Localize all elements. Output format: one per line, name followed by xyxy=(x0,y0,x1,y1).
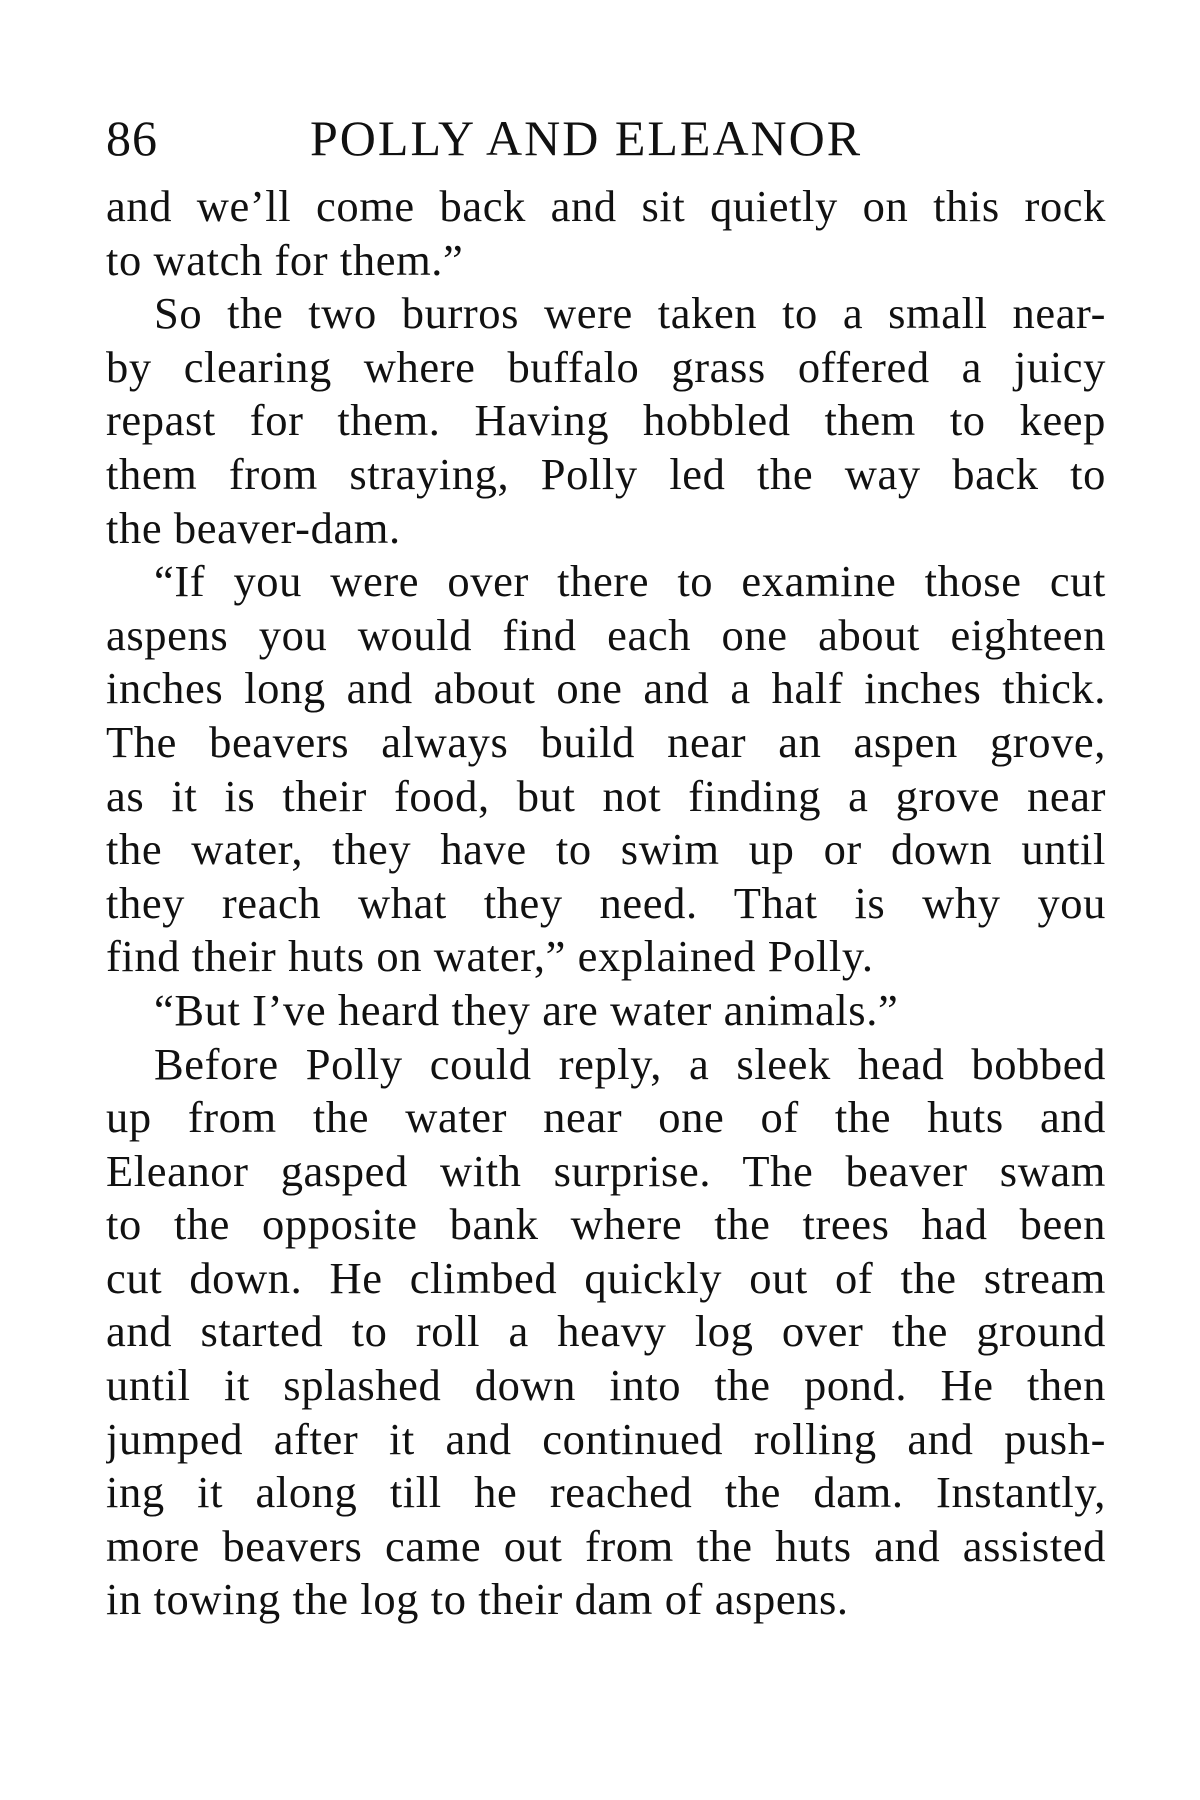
text-line: Eleanor gasped with surprise. The beaver swam xyxy=(106,1145,1106,1196)
text-line: up from the water near one of the huts and xyxy=(106,1092,1106,1143)
text-line: Before Polly could reply, a sleek head bobbed xyxy=(154,1038,1106,1089)
text-line: “If you were over there to examine those cut xyxy=(154,556,1106,607)
text-line: inches long and about one and a half inches thick. xyxy=(106,663,1106,714)
text-line: repast for them. Having hobbled them to keep xyxy=(106,395,1106,446)
body-text xyxy=(106,180,1106,1627)
text-line: and started to roll a heavy log over the ground xyxy=(106,1306,1106,1357)
text-line: in towing the log to their dam of aspens. xyxy=(106,1574,849,1625)
text-line: ing it along till he reached the dam. Instantly, xyxy=(106,1467,1106,1518)
page-number: 86 xyxy=(106,110,158,166)
text-line: the water, they have to swim up or down until xyxy=(106,824,1106,875)
book-title: POLLY AND ELEANOR xyxy=(310,110,863,166)
running-head xyxy=(106,100,1106,176)
text-line: they reach what they need. That is why you xyxy=(106,877,1106,928)
text-line: and we’ll come back and sit quietly on this rock xyxy=(106,181,1106,231)
text-line: cut down. He climbed quickly out of the stream xyxy=(106,1252,1106,1303)
text-line: them from straying, Polly led the way back to xyxy=(106,448,1106,499)
text-line: “But I’ve heard they are water animals.” xyxy=(154,984,899,1035)
text-line: jumped after it and continued rolling and push- xyxy=(106,1413,1106,1464)
text-line: to the opposite bank where the trees had been xyxy=(106,1199,1106,1250)
text-line: as it is their food, but not finding a grove near xyxy=(106,770,1106,821)
text-line: to watch for them.” xyxy=(106,234,464,285)
text-line: until it splashed down into the pond. He then xyxy=(106,1360,1106,1411)
text-line: So the two burros were taken to a small near- xyxy=(154,288,1106,339)
text-line: aspens you would find each one about eighteen xyxy=(106,609,1106,660)
text-line: the beaver-dam. xyxy=(106,502,401,553)
text-line: The beavers always build near an aspen grove, xyxy=(106,716,1106,767)
book-page xyxy=(106,100,1106,1627)
text-line: more beavers came out from the huts and assisted xyxy=(106,1520,1106,1571)
text-line: by clearing where buffalo grass offered a juicy xyxy=(106,341,1106,392)
text-line: find their huts on water,” explained Polly. xyxy=(106,931,874,982)
